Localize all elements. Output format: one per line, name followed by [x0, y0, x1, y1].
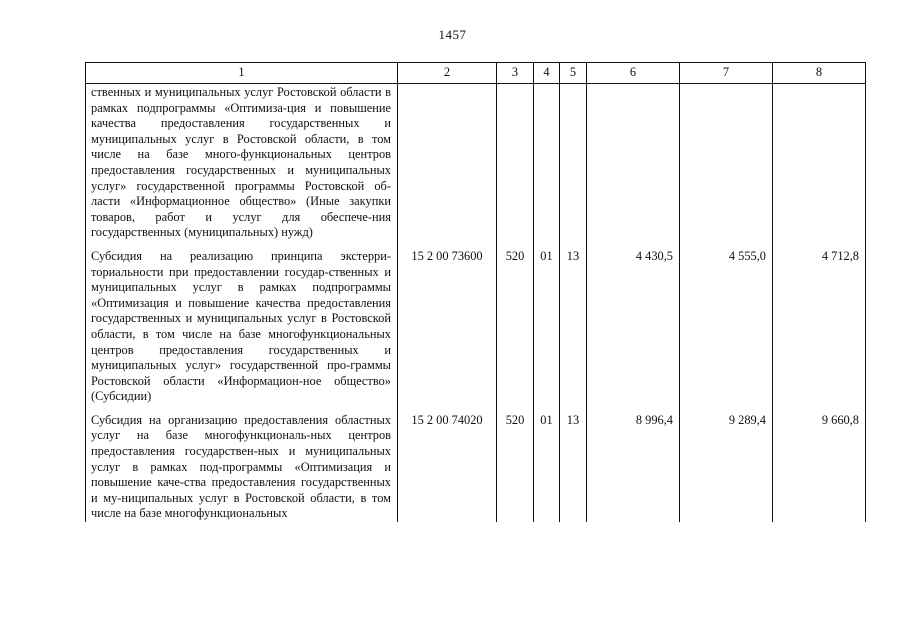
column-header-6: 6: [587, 63, 680, 84]
row-section: 01: [534, 249, 560, 413]
row-subsection: [560, 84, 587, 249]
row-target-code: 15 2 00 73600: [398, 249, 497, 413]
row-value-col7: 9 289,4: [680, 413, 773, 522]
row-target-code: [398, 84, 497, 249]
table-row: [86, 249, 866, 413]
row-value-col8: 9 660,8: [773, 413, 866, 522]
row-value-col6: 8 996,4: [587, 413, 680, 522]
column-header-2: 2: [398, 63, 497, 84]
header-row: [86, 63, 866, 84]
row-expense-type: 520: [497, 413, 534, 522]
row-description: Субсидия на организацию предоставления областных услуг на базе многофункциональ-ных центров предоставления государствен-ных и муниципальных услуг в рамках под-программы «Оптимизация и повышение каче-ства предоставления государственных и му-ниципальных услуг в Ростовской области, в том числе на базе многофункциональных: [86, 413, 398, 522]
row-section: [534, 84, 560, 249]
row-section: 01: [534, 413, 560, 522]
column-header-8: 8: [773, 63, 866, 84]
table-row: [86, 84, 866, 249]
column-header-3: 3: [497, 63, 534, 84]
row-description: Субсидия на реализацию принципа экстерри-ториальности при предоставлении государ-ственных и муниципальных услуг в рамках подпрограммы «Оптимизация и повышение качества предоставления государственных и муниципальных услуг в Ростовской области, в том числе на базе многофункциональных центров предоставления государственных и муниципальных услуг» государственной про-граммы Ростовской области «Информацион-ное общество» (Субсидии): [86, 249, 398, 413]
column-header-1: 1: [86, 63, 398, 84]
row-description: ственных и муниципальных услуг Ростовской области в рамках подпрограммы «Оптимиза-ция и повышение качества предоставления государственных и муниципальных услуг в Ростовской области, в том числе на базе много-функциональных центров предоставления государственных и муниципальных услуг» государственной программы Ростовской об-ласти «Информационное общество» (Иные закупки товаров, работ и услуг для обеспече-ния государственных (муниципальных) нужд): [86, 84, 398, 249]
column-header-7: 7: [680, 63, 773, 84]
row-value-col8: [773, 84, 866, 249]
table-header: [86, 63, 866, 84]
table-body: [86, 84, 866, 523]
table-row: [86, 413, 866, 522]
row-subsection: 13: [560, 413, 587, 522]
column-header-5: 5: [560, 63, 587, 84]
row-expense-type: 520: [497, 249, 534, 413]
row-value-col7: [680, 84, 773, 249]
row-value-col6: 4 430,5: [587, 249, 680, 413]
row-target-code: 15 2 00 74020: [398, 413, 497, 522]
column-header-4: 4: [534, 63, 560, 84]
row-subsection: 13: [560, 249, 587, 413]
page-number: 1457: [438, 27, 467, 42]
budget-table: [85, 62, 866, 522]
row-value-col8: 4 712,8: [773, 249, 866, 413]
row-value-col7: 4 555,0: [680, 249, 773, 413]
row-expense-type: [497, 84, 534, 249]
row-value-col6: [587, 84, 680, 249]
